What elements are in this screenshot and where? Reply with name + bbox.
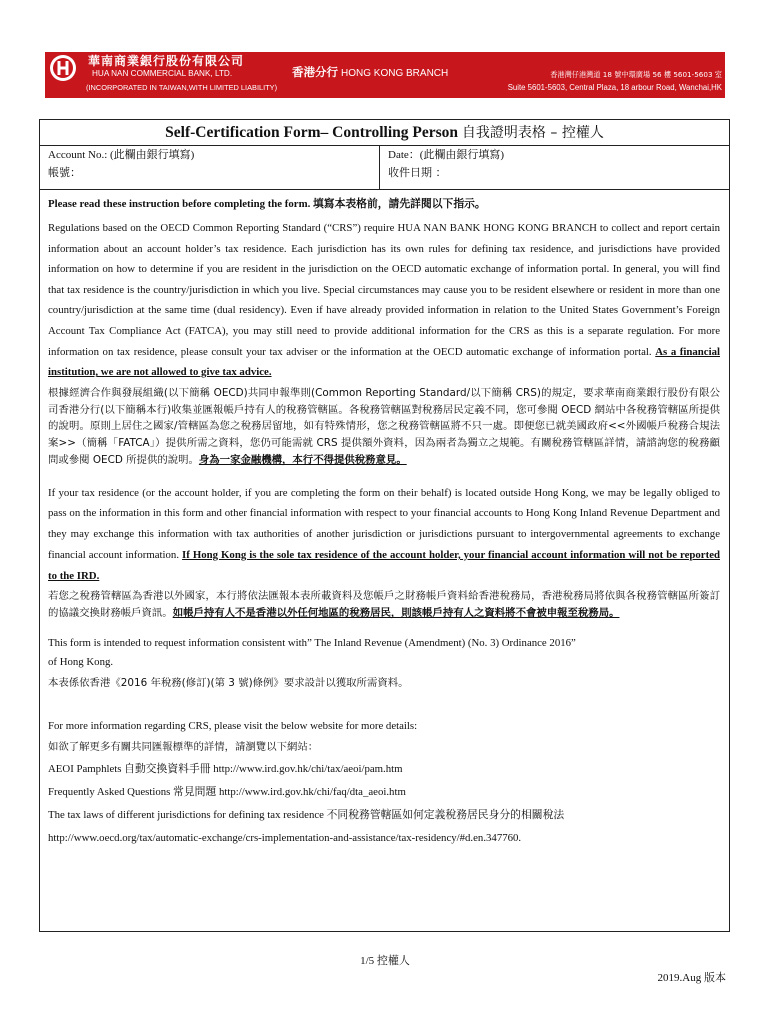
oecd-residency-link[interactable]: http://www.oecd.org/tax/automatic-exchange/crs-implementation-and-assistance/tax-residency/#d.en.347760.	[48, 831, 522, 844]
address-cn: 香港灣仔港灣道 18 號中環廣場 56 樓 5601-5603 室	[550, 70, 722, 79]
reporting-paragraph-cn	[48, 588, 720, 622]
hk-sole-residence-note: If Hong Kong is the sole tax residence of the account holder, your financial account information will not be reported to the IRD.	[48, 548, 720, 582]
date-label-cn: 收件日期 ：	[388, 166, 447, 179]
account-label: Account No.: (此欄由銀行填寫)	[48, 149, 195, 161]
bank-name-en: HUA NAN COMMERCIAL BANK, LTD.	[92, 69, 233, 78]
reporting-paragraph	[48, 483, 720, 587]
instruction-cn: 填寫本表格前，請先詳閱以下指示。	[312, 197, 486, 210]
address-en: Suite 5601-5603, Central Plaza, 18 arbour Road, Wanchai,HK	[507, 83, 722, 92]
form-frame	[39, 119, 730, 932]
divider	[40, 189, 729, 190]
hk-sole-residence-note-cn: 如帳戶持有人不是香港以外任何地區的稅務居民，則該帳戶持有人之資料將不會被申報至稅務局。	[172, 607, 620, 620]
form-title	[40, 120, 729, 146]
incorporation-note: (INCORPORATED IN TAIWAN,WITH LIMITED LIABILITY)	[86, 83, 278, 92]
tax-advice-disclaimer: As a financial institution, we are not allowed to give tax advice.	[48, 345, 721, 379]
aeoi-pamphlet-link[interactable]: AEOI Pamphlets 自動交換資料手冊 http://www.ird.gov.hk/chi/tax/aeoi/pam.htm	[48, 762, 403, 775]
instruction-en: Please read these instruction before completing the form.	[48, 198, 311, 210]
form-title-cn: 自我證明表格 – 控權人	[461, 125, 604, 141]
ordinance-line-2: of Hong Kong.	[48, 655, 114, 668]
crs-paragraph-text: Regulations based on the OECD Common Reporting Standard (“CRS”) require HUA NAN BANK HONG KONG BRANCH to collect and report certain information about an account holder’s tax residence. Each jurisdiction has its own rules for defining tax residence, and jurisdictions have provided information on how to determine if you are resident in the jurisdiction on the OECD automatic exchange of information portal. In general, you will find that tax residence is the country/jurisdiction in which you live. Special circumstances may cause you to be resident elsewhere or resident in more than one country/jurisdiction at the same time (dual residency). Even if have already provided information in relation to the United States Government’s Foreign Account Tax Compliance Act (FATCA), you may still need to provide additional information for the CRS as this is a separate regulation. For more information on tax residence, please consult your tax adviser or the information at the OECD automatic exchange of information portal.	[48, 222, 720, 358]
branch-name-cn: 香港分行	[292, 65, 338, 79]
form-version: 2019.Aug 版本	[657, 972, 726, 984]
instruction-heading	[48, 196, 720, 212]
more-info-line: For more information regarding CRS, please visit the below website for more details:	[48, 719, 418, 732]
branch-name-en: HONG KONG BRANCH	[341, 68, 449, 79]
crs-paragraph	[48, 218, 720, 383]
faq-link[interactable]: Frequently Asked Questions 常見問題 http://www.ird.gov.hk/chi/faq/dta_aeoi.htm	[48, 785, 406, 798]
tax-laws-line	[48, 804, 720, 827]
page-number: 1/5 控權人	[360, 955, 410, 967]
bank-name-cn: 華南商業銀行股份有限公司	[88, 54, 245, 68]
ordinance-line: This form is intended to request information consistent with” The Inland Revenue (Amendment) (No. 3) Ordinance 2016”	[48, 636, 576, 649]
account-number-field	[40, 145, 380, 189]
crs-paragraph-cn	[48, 385, 720, 469]
reporting-paragraph-cn-text: 若您之稅務管轄區為香港以外國家，本行將依法匯報本表所載資料及您帳戶之財務帳戶資料給香港稅務局，香港稅務局將依與各稅務管轄區所簽訂的協議交換財務帳戶資訊。	[48, 590, 720, 620]
crs-paragraph-cn-text: 根據經濟合作與發展組織(以下簡稱 OECD)共同申報準則(Common Reporting Standard/以下簡稱 CRS)的規定，要求華南商業銀行股份有限公司香港分行(以下簡稱本行)收集並匯報帳戶持有人的稅務管轄區。各稅務管轄區對稅務居民定義不同，您可參閱 OECD 網站中各稅務管轄區所提供的說明。原則上居住之國家/管轄區為您之稅務居留地，如有特殊情形，您之稅務管轄區將不只一處。即便您已就美國政府<<外國帳戶稅務合規法案>>（簡稱「FATCA」）提供所需之資料，您仍可能需就 CRS 提供額外資料，因為兩者為獨立之規範。有關稅務管轄區詳情，請諮詢您的稅務顧問或參閱 OECD 所提供的說明。	[48, 386, 720, 466]
branch-name	[292, 64, 448, 80]
more-info-line-cn: 如欲了解更多有關共同匯報標準的詳情，請瀏覽以下網站：	[48, 740, 319, 753]
account-label-cn: 帳號：	[48, 166, 81, 179]
date-field	[380, 145, 729, 189]
ordinance-line-cn: 本表係依香港《2016 年稅務(修訂)(第 3 號)條例》要求設計以獲取所需資料。	[48, 676, 409, 689]
tax-laws-text: The tax laws of different jurisdictions for defining tax residence 不同稅務管轄區如何定義稅務居民身分的相關稅法	[48, 808, 565, 821]
tax-advice-disclaimer-cn: 身為一家金融機構，本行不得提供稅務意見。	[198, 453, 407, 466]
instructions-body	[48, 196, 720, 850]
date-label: Date：(此欄由銀行填寫)	[388, 149, 505, 161]
letterhead	[0, 0, 770, 110]
bank-logo-icon	[46, 52, 80, 84]
form-title-en: Self-Certification Form– Controlling Person	[165, 124, 459, 141]
reporting-paragraph-text: If your tax residence (or the account holder, if you are completing the form on their behalf) is located outside Hong Kong, we may be legally obliged to pass on the information in this form and other financial information with respect to your financial accounts to Hong Kong Inland Revenue Department and they may exchange this information with tax authorities of another jurisdiction or jurisdictions pursuant to intergovernmental agreements to exchange financial account information.	[48, 486, 720, 561]
